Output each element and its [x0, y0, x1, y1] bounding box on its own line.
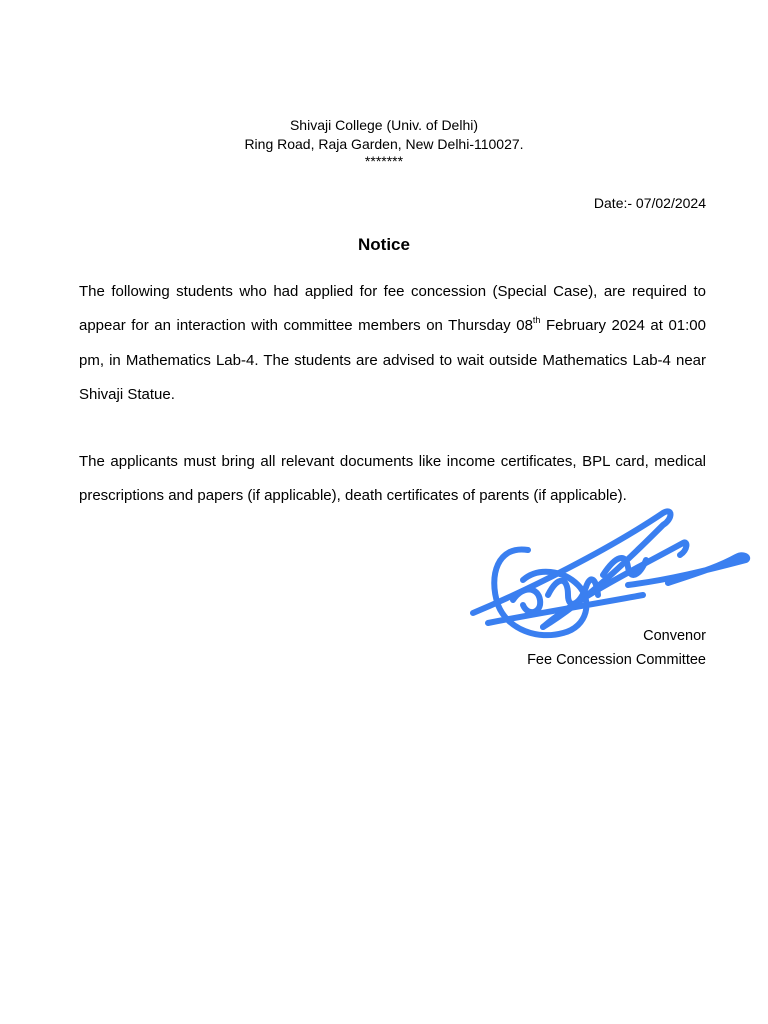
notice-title: Notice: [358, 235, 410, 254]
signatory-title: Convenor: [643, 628, 706, 644]
letterhead: [0, 116, 768, 168]
signatory-committee: Fee Concession Committee: [527, 652, 706, 668]
ordinal-suffix: th: [532, 315, 541, 326]
paragraph-documents-text: The applicants must bring all relevant documents like income certificates, BPL card, medical prescriptions and papers (if applicable), death certificates of parents (if applicable).: [79, 453, 706, 505]
paragraph-interaction: [79, 275, 706, 412]
separator-stars: *******: [364, 153, 404, 169]
paragraph-text-start: The following students who had applied for fee concession (Special Case), are required to appear for an interaction with committee members on Thursday 08: [79, 283, 706, 335]
notice-date: Date:- 07/02/2024: [593, 195, 706, 211]
paragraph-text-end: February 2024 at 01:00 pm, in Mathematics Lab-4. The students are advised to wait outside Mathematics Lab-4 near Shivaji Statue.: [79, 317, 706, 403]
paragraph-documents: [79, 445, 706, 514]
signature-block: [527, 624, 706, 672]
college-address: Ring Road, Raja Garden, New Delhi-110027.: [244, 136, 524, 152]
college-name: Shivaji College (Univ. of Delhi): [289, 117, 479, 133]
